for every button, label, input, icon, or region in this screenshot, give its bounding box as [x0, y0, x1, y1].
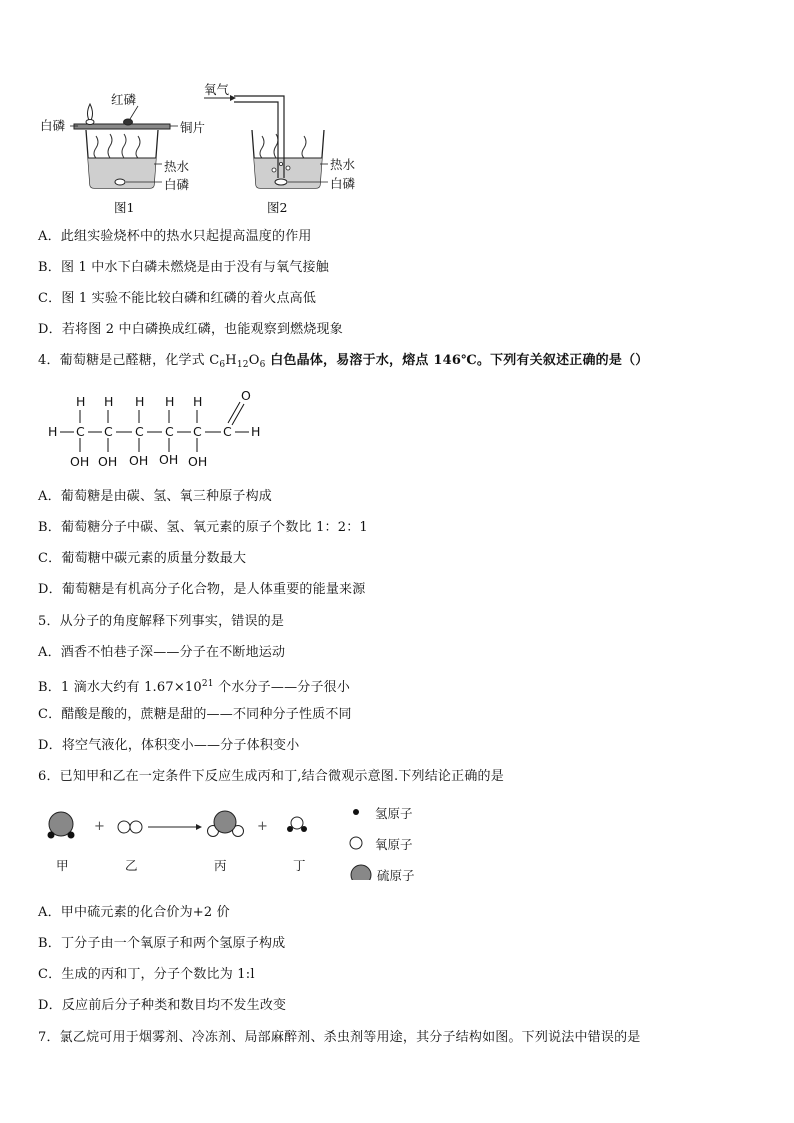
struct-oh-4: OH [159, 452, 179, 467]
legend-hydrogen-label: 氢原子 [375, 806, 413, 821]
legend-sulfur-label: 硫原子 [377, 868, 415, 883]
fig1-white-p-top-label: 白磷 [40, 118, 66, 133]
struct-c1: C [76, 424, 85, 439]
molecule-bing [208, 811, 244, 837]
struct-h-top-3: H [135, 394, 145, 409]
q4-option-a: A．葡萄糖是由碳、氢、氧三种原子构成 [38, 489, 272, 504]
struct-o-top: O [241, 390, 251, 403]
fig1-copper-label: 铜片 [180, 120, 206, 135]
struct-c2: C [104, 424, 113, 439]
q5-option-d: D．将空气液化，体积变小——分子体积变小 [38, 738, 300, 753]
q7-stem: 7．氯乙烷可用于烟雾剂、冷冻剂、局部麻醉剂、杀虫剂等用途，其分子结构如图。下列说法中错误的是 [38, 1030, 641, 1045]
beaker-2 [204, 95, 328, 188]
q5-option-c: C．醋酸是酸的，蔗糖是甜的——不同种分子性质不同 [38, 707, 352, 722]
q5-stem: 5．从分子的角度解释下列事实，错误的是 [38, 614, 285, 629]
struct-left-h: H [48, 424, 58, 439]
plus-1: + [94, 819, 105, 834]
q6-stem: 6．已知甲和乙在一定条件下反应生成丙和丁,结合微观示意图.下列结论正确的是 [38, 769, 504, 784]
struct-h-top-2: H [104, 394, 114, 409]
white-p-underwater-1 [115, 179, 125, 185]
q5-option-a: A．酒香不怕巷子深——分子在不断地运动 [38, 645, 286, 660]
q6-option-d: D．反应前后分子种类和数目均不发生改变 [38, 998, 287, 1013]
name-bing: 丙 [214, 858, 227, 873]
glucose-structure [44, 390, 284, 470]
combustion-figure [38, 78, 398, 218]
fig1-caption: 图1 [114, 200, 135, 215]
struct-oh-5: OH [188, 454, 208, 469]
struct-right-h: H [251, 424, 261, 439]
legend-hydrogen-icon [353, 809, 359, 815]
fig2-oxygen-label: 氧气 [204, 82, 230, 97]
struct-h-top-1: H [76, 394, 86, 409]
struct-h-top-4: H [165, 394, 175, 409]
q3-option-d: D．若将图 2 中白磷换成红磷，也能观察到燃烧现象 [38, 322, 343, 337]
fig2-white-p-label: 白磷 [330, 176, 356, 191]
fig2-caption: 图2 [267, 200, 288, 215]
q6-option-a: A．甲中硫元素的化合价为+2 价 [38, 905, 230, 920]
q5-option-b: B．1 滴水大约有 $1.67\times 10^{21}$ 个水分子——分子很小 [38, 679, 351, 695]
struct-c5: C [193, 424, 202, 439]
legend-oxygen-label: 氧原子 [375, 837, 413, 852]
q3-option-b: B．图 1 中水下白磷未燃烧是由于没有与氧气接触 [38, 260, 329, 275]
q3-option-c: C．图 1 实验不能比较白磷和红磷的着火点高低 [38, 291, 317, 306]
legend-sulfur-icon [351, 865, 371, 880]
red-p [124, 119, 133, 125]
fig1-white-p-bottom-label: 白磷 [164, 177, 190, 192]
q4-option-c: C．葡萄糖中碳元素的质量分数最大 [38, 551, 247, 566]
struct-h-top-5: H [193, 394, 203, 409]
q4-option-d: D．葡萄糖是有机高分子化合物，是人体重要的能量来源 [38, 582, 366, 597]
struct-oh-3: OH [129, 453, 149, 468]
q4-option-b: B．葡萄糖分子中碳、氢、氧元素的原子个数比 1：2：1 [38, 520, 368, 535]
q4-stem: 4．葡萄糖是己醛糖，化学式 $C_6H_{12}O_6$ 白色晶体，易溶于水，熔点 146℃。下列有关叙述正确的是（） [38, 353, 649, 370]
struct-oh-1: OH [70, 454, 90, 469]
name-jia: 甲 [56, 858, 69, 873]
fig1-red-p-label: 红磷 [111, 92, 137, 107]
struct-c3: C [135, 424, 144, 439]
fig2-hot-water-label: 热水 [330, 157, 356, 172]
beaker-1 [70, 104, 178, 188]
molecule-jia [48, 812, 75, 839]
struct-c6: C [223, 424, 232, 439]
name-yi: 乙 [125, 858, 138, 873]
white-p-underwater-2 [275, 179, 287, 185]
molecule-ding [287, 817, 307, 832]
legend-oxygen-icon [350, 837, 362, 849]
fig1-hot-water-label: 热水 [164, 159, 190, 174]
reaction-diagram [38, 800, 498, 880]
struct-oh-2: OH [98, 454, 118, 469]
name-ding: 丁 [293, 858, 306, 873]
q6-option-b: B．丁分子由一个氧原子和两个氢原子构成 [38, 936, 286, 951]
plus-2: + [257, 819, 268, 834]
molecule-yi [118, 821, 142, 833]
q3-option-a: A．此组实验烧杯中的热水只起提高温度的作用 [38, 229, 312, 244]
q6-option-c: C．生成的丙和丁，分子个数比为 1:l [38, 967, 255, 982]
struct-c4: C [165, 424, 174, 439]
